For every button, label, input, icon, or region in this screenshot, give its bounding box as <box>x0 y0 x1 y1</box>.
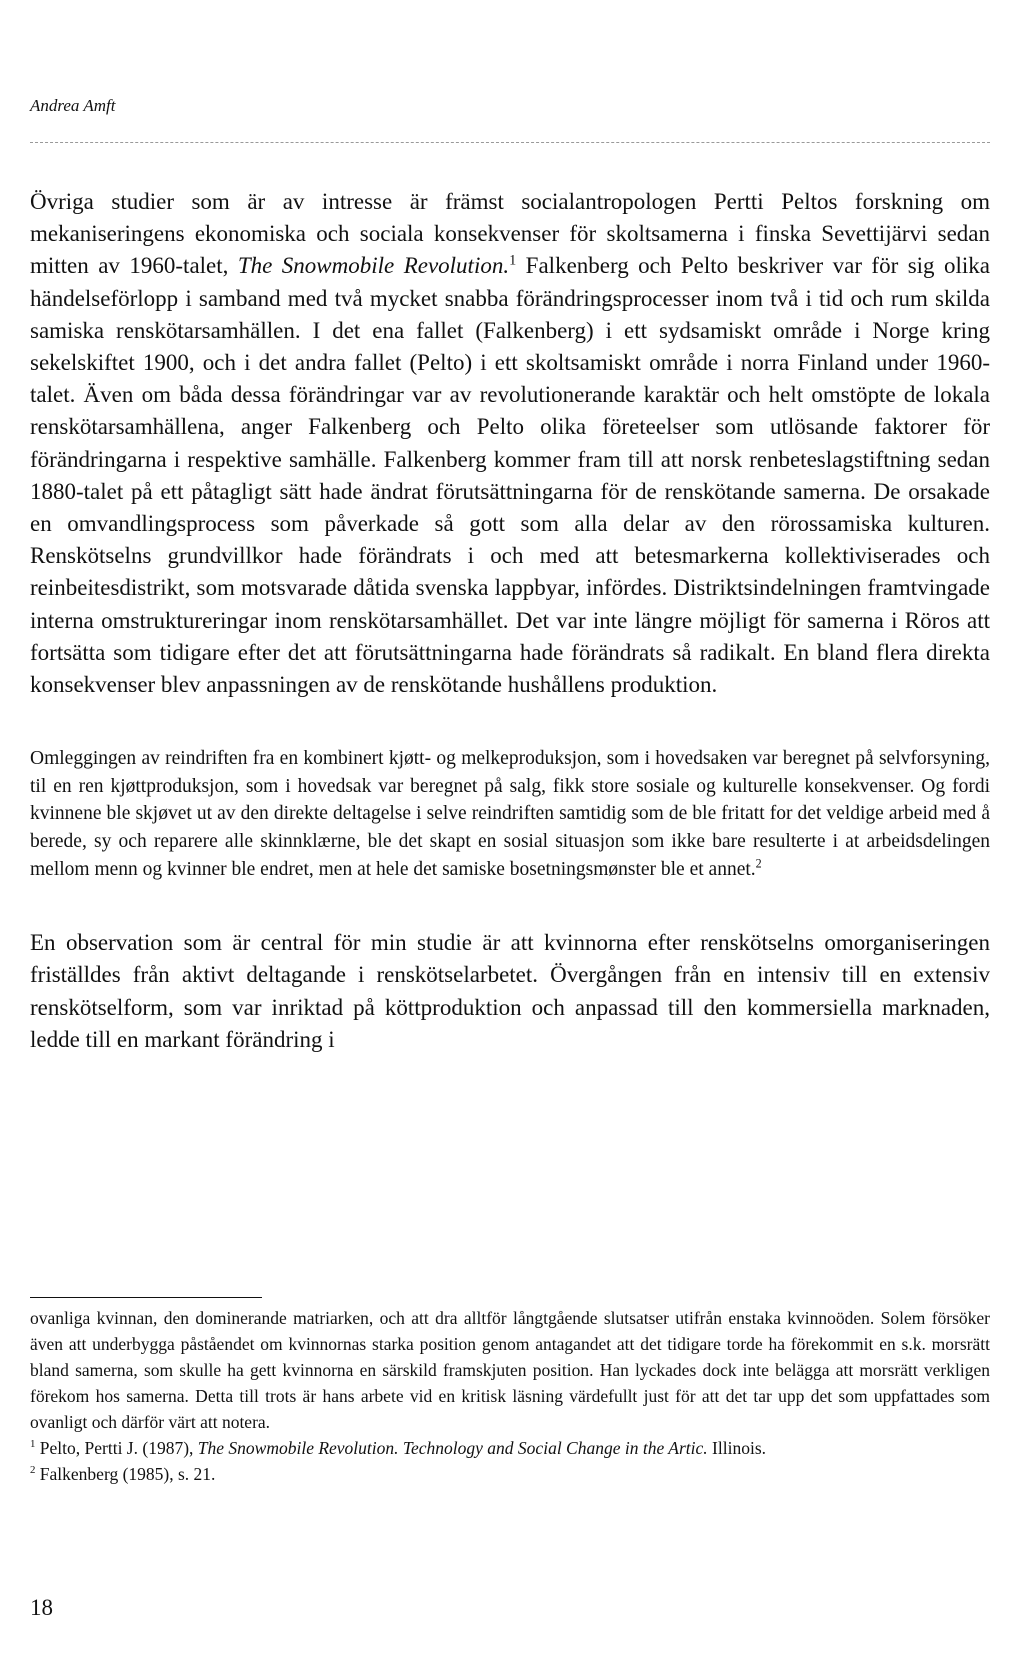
running-header-author: Andrea Amft <box>30 96 116 115</box>
footnote-title: The Snowmobile Revolution. Technology and Social Change in the Artic. <box>197 1438 708 1458</box>
footnote-continuation: ovanliga kvinnan, den dominerande matriarken, och att dra alltför långtgående slutsatser utifrån enstaka kvinnoöden. Solem försöker även att underbygga påståendet om kvinnornas starka position genom antagandet att det tidigare torde ha förekommit en s.k. morsrätt bland samerna, som skulle ha gett kvinnorna en särskild framskjuten position. Han lyckades dock inte belägga att morsrätt verkligen förekom hos samerna. Detta till trots är hans arbete vid en kritisk läsning värdefullt just för att det tar upp det som uppfattades som ovanligt och därför värt att notera. <box>30 1308 990 1432</box>
body-paragraph-2: En observation som är central för min studie är att kvinnorna efter renskötselns omorganiseringen friställdes från aktivt deltagande i renskötselarbetet. Övergången från en intensiv till en extensiv renskötselform, som var inriktad på köttproduktion och anpassad till den kommersiella marknaden, ledde till en markant förändring i <box>30 930 990 1052</box>
footnote-ref-1: 1 <box>509 252 517 269</box>
paragraph-text: Övriga studier som är av intresse är främst socialantropologen Pertti Peltos forskning om mekaniseringens ekonomiska och sociala konsekvenser för skoltsamerna i finska Sevettijärvi sedan mitten av 1960-talet, <box>30 189 990 279</box>
body-paragraph-1 <box>30 186 990 701</box>
paragraph-text: Falkenberg och Pelto beskriver var för sig olika händelseförlopp i samband med två mycket snabba förändringsprocesser inom två i tid och rum skilda samiska renskötarsamhällen. I det ena fallet (Falkenberg) i ett sydsamiskt område i Norge kring sekelskiftet 1900, och i det andra fallet (Pelto) i ett skoltsamiskt område i norra Finland under 1960-talet. Även om båda dessa förändringar var av revolutionerande karaktär och helt omstöpte de lokala renskötarsamhällena, anger Falkenberg och Pelto olika företeelser som utlösande faktorer för förändringarna i respektive samhälle. Falkenberg kommer fram till att norsk renbeteslagstiftning sedan 1880-talet på ett påtagligt sätt hade ändrat förutsättningarna för de renskötande samerna. De orsakade en omvandlingsprocess som påverkade så gott som alla delar av den rörossamiska kulturen. Renskötselns grundvillkor hade förändrats i och med att betesmarkerna kollektiviserades och reinbeitesdistrikt, som motsvarade dåtida svenska lappbyar, infördes. Distriktsindelningen framtvingade interna omstruktureringar inom renskötarsamhället. Det var inte längre möjligt för samerna i Röros att fortsätta som tidigare efter det att förutsättningarna hade förändrats så radikalt. En bland flera direkta konsekvenser blev anpassningen av de renskötande hushållens produktion. <box>30 253 990 698</box>
footnote-number: 1 <box>30 1438 36 1451</box>
footnote-2 <box>30 1461 990 1487</box>
header-divider <box>30 142 990 143</box>
main-text <box>30 186 990 1056</box>
quote-text: Omleggingen av reindriften fra en kombinert kjøtt- og melkeproduksjon, som i hovedsaken var beregnet på selvforsyning, til en ren kjøttproduksjon, som i hovedsak var beregnet på salg, fikk store sosiale og kulturelle konsekvenser. Og fordi kvinnene ble skjøvet ut av den direkte deltagelse i selve reindriften samtidig som de ble fritatt for det veldige arbeid med å berede, sy och reparere alle skinnklærne, ble det skapt en sosial situasjon som ikke bare resulterte i at arbeidsdelingen mellom menn og kvinner ble endret, men at hele det samiske bosetningsmønster ble et annet. <box>30 748 990 880</box>
footnote-text: Pelto, Pertti J. (1987), <box>35 1438 198 1458</box>
footnote-1 <box>30 1435 990 1461</box>
book-title: The Snowmobile Revolution. <box>237 253 510 279</box>
footnote-text: Illinois. <box>707 1438 767 1458</box>
footnotes <box>30 1305 990 1487</box>
block-quote <box>30 745 990 883</box>
footnote-text: Falkenberg (1985), s. 21. <box>35 1464 216 1484</box>
page-number: 18 <box>30 1595 53 1620</box>
footnote-divider <box>30 1297 262 1298</box>
footnote-number: 2 <box>30 1464 36 1477</box>
footnote-ref-2: 2 <box>755 856 762 871</box>
